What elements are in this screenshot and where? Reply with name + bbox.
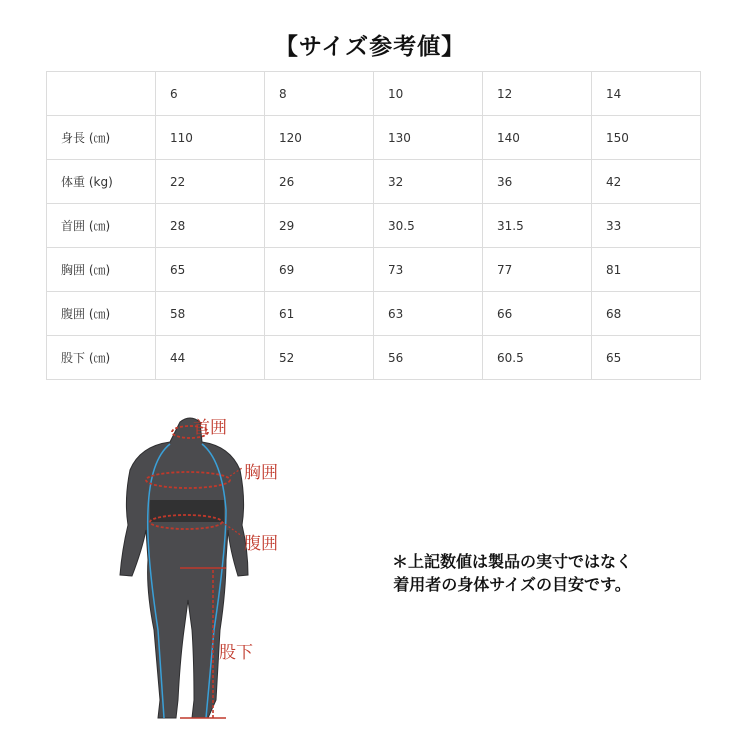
waist-measure-label: 腹囲 <box>244 534 278 554</box>
value-cell: 60.5 <box>483 336 592 380</box>
value-cell: 69 <box>265 248 374 292</box>
value-cell: 36 <box>483 160 592 204</box>
value-cell: 81 <box>592 248 701 292</box>
row-label-cell: 股下 (㎝) <box>47 336 156 380</box>
value-cell: 26 <box>265 160 374 204</box>
wetsuit-illustration <box>80 400 310 730</box>
value-cell: 65 <box>156 248 265 292</box>
value-cell: 110 <box>156 116 265 160</box>
value-cell: 73 <box>374 248 483 292</box>
value-cell: 22 <box>156 160 265 204</box>
wetsuit-figure <box>80 400 310 730</box>
disclaimer-note <box>352 550 672 596</box>
row-label-cell: 胸囲 (㎝) <box>47 248 156 292</box>
row-label-cell: 首囲 (㎝) <box>47 204 156 248</box>
size-header-cell: 10 <box>374 72 483 116</box>
size-header-cell: 14 <box>592 72 701 116</box>
size-header-cell: 12 <box>483 72 592 116</box>
chest-measure-label: 胸囲 <box>244 463 278 483</box>
value-cell: 52 <box>265 336 374 380</box>
value-cell: 42 <box>592 160 701 204</box>
value-cell: 63 <box>374 292 483 336</box>
table-row <box>47 116 701 160</box>
value-cell: 33 <box>592 204 701 248</box>
value-cell: 130 <box>374 116 483 160</box>
table-row <box>47 204 701 248</box>
value-cell: 56 <box>374 336 483 380</box>
table-row <box>47 292 701 336</box>
value-cell: 140 <box>483 116 592 160</box>
value-cell: 120 <box>265 116 374 160</box>
value-cell: 44 <box>156 336 265 380</box>
table-header-row <box>47 72 701 116</box>
neck-measure-label: 首囲 <box>193 418 227 438</box>
size-header-cell: 8 <box>265 72 374 116</box>
value-cell: 65 <box>592 336 701 380</box>
table-row <box>47 336 701 380</box>
row-label-cell: 体重 (kg) <box>47 160 156 204</box>
table-row <box>47 248 701 292</box>
value-cell: 61 <box>265 292 374 336</box>
table-row <box>47 160 701 204</box>
value-cell: 68 <box>592 292 701 336</box>
header-corner-cell <box>47 72 156 116</box>
inseam-measure-label: 股下 <box>219 643 253 663</box>
value-cell: 28 <box>156 204 265 248</box>
row-label-cell: 身長 (㎝) <box>47 116 156 160</box>
value-cell: 31.5 <box>483 204 592 248</box>
value-cell: 29 <box>265 204 374 248</box>
value-cell: 32 <box>374 160 483 204</box>
waist-panel <box>150 500 224 522</box>
row-label-cell: 腹囲 (㎝) <box>47 292 156 336</box>
value-cell: 150 <box>592 116 701 160</box>
value-cell: 66 <box>483 292 592 336</box>
note-line-1: ＊上記数値は製品の実寸ではなく <box>391 552 632 571</box>
value-cell: 58 <box>156 292 265 336</box>
size-table <box>46 71 701 380</box>
value-cell: 77 <box>483 248 592 292</box>
value-cell: 30.5 <box>374 204 483 248</box>
size-header-cell: 6 <box>156 72 265 116</box>
note-line-2: 着用者の身体サイズの目安です。 <box>393 575 631 594</box>
page-title: 【サイズ参考値】 <box>274 34 466 60</box>
